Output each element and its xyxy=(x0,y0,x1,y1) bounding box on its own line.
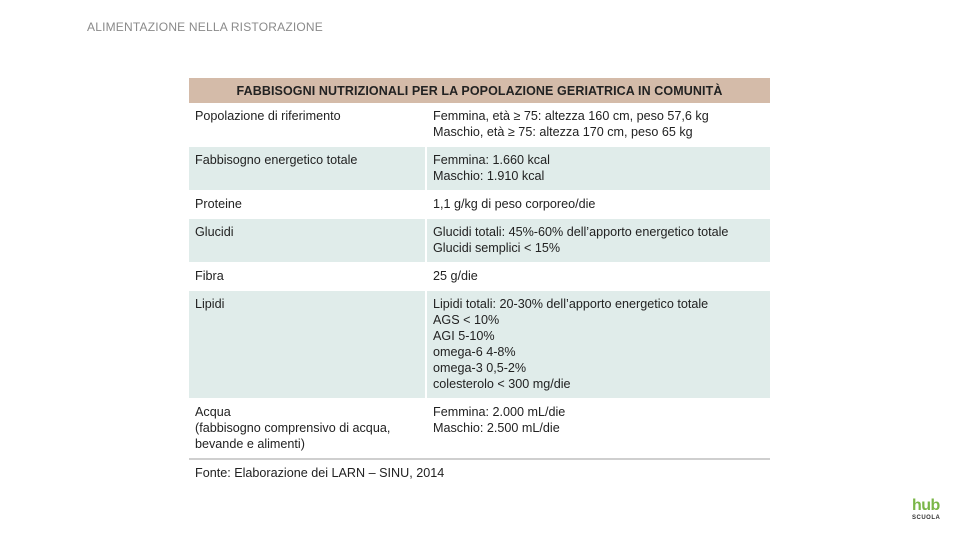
row-label-line: Glucidi xyxy=(195,225,234,239)
table-title: FABBISOGNI NUTRIZIONALI PER LA POPOLAZIONE GERIATRICA IN COMUNITÀ xyxy=(189,78,770,103)
row-value-line: Femmina, età ≥ 75: altezza 160 cm, peso 57,6 kg xyxy=(433,109,709,123)
table-row xyxy=(189,291,770,399)
row-value-line: AGI 5-10% xyxy=(433,329,495,343)
table-row xyxy=(189,219,770,263)
row-value-line: Maschio: 2.500 mL/die xyxy=(433,421,560,435)
table-row xyxy=(189,399,770,460)
row-value-line: Glucidi semplici < 15% xyxy=(433,241,561,255)
row-label xyxy=(189,263,426,291)
nutrition-grid xyxy=(189,103,770,460)
row-value-line: AGS < 10% xyxy=(433,313,500,327)
row-value-line: omega-6 4-8% xyxy=(433,345,516,359)
table-row xyxy=(189,263,770,291)
row-value-line: 25 g/die xyxy=(433,269,478,283)
nutrition-table xyxy=(189,78,770,480)
row-label-line: Acqua xyxy=(195,405,231,419)
row-value-line: Maschio: 1.910 kcal xyxy=(433,169,545,183)
row-label-line: Fabbisogno energetico totale xyxy=(195,153,358,167)
row-value xyxy=(426,399,770,460)
row-value-line: Glucidi totali: 45%-60% dell’apporto energetico totale xyxy=(433,225,729,239)
row-label-line: (fabbisogno comprensivo di acqua, xyxy=(195,421,391,435)
table-source: Fonte: Elaborazione dei LARN – SINU, 2014 xyxy=(195,466,445,480)
row-value xyxy=(426,103,770,147)
row-value-line: Maschio, età ≥ 75: altezza 170 cm, peso 65 kg xyxy=(433,125,693,139)
row-label xyxy=(189,399,426,460)
row-value-line: omega-3 0,5-2% xyxy=(433,361,527,375)
logo-subtitle: SCUOLA xyxy=(912,515,941,521)
row-value xyxy=(426,191,770,219)
row-label xyxy=(189,291,426,399)
table-row xyxy=(189,103,770,147)
row-value-line: Femmina: 2.000 mL/die xyxy=(433,405,566,419)
row-label xyxy=(189,219,426,263)
table-row xyxy=(189,147,770,191)
row-label xyxy=(189,191,426,219)
row-value-line: Lipidi totali: 20-30% dell’apporto energetico totale xyxy=(433,297,709,311)
row-label-line: Fibra xyxy=(195,269,224,283)
row-value xyxy=(426,219,770,263)
row-label xyxy=(189,103,426,147)
row-value-line: 1,1 g/kg di peso corporeo/die xyxy=(433,197,596,211)
row-label-line: Lipidi xyxy=(195,297,225,311)
page-header: ALIMENTAZIONE NELLA RISTORAZIONE xyxy=(87,20,324,34)
logo-word: hub xyxy=(912,497,940,514)
row-value xyxy=(426,291,770,399)
row-value xyxy=(426,147,770,191)
row-value-line: Femmina: 1.660 kcal xyxy=(433,153,550,167)
row-label-line: Proteine xyxy=(195,197,242,211)
row-value xyxy=(426,263,770,291)
row-value-line: colesterolo < 300 mg/die xyxy=(433,377,571,391)
row-label-line: Popolazione di riferimento xyxy=(195,109,341,123)
row-label xyxy=(189,147,426,191)
hub-scuola-logo xyxy=(912,498,946,528)
row-label-line: bevande e alimenti) xyxy=(195,437,305,451)
table-row xyxy=(189,191,770,219)
